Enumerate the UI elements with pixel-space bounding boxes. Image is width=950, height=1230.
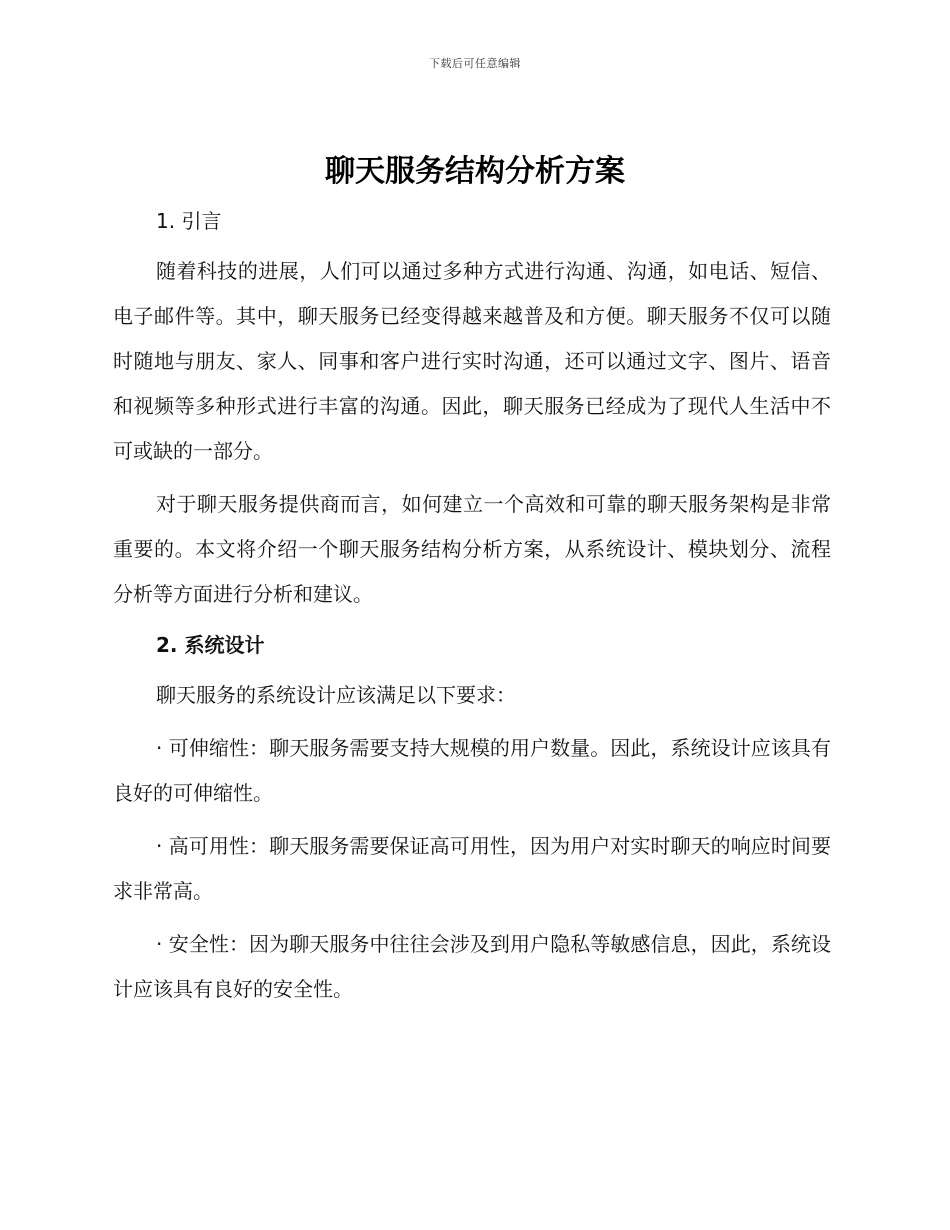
- header-note: 下载后可任意编辑: [429, 57, 521, 70]
- document-body: [113, 201, 831, 1012]
- requirement-high-availability: · 高可用性：聊天服务需要保证高可用性，因为用户对实时聊天的响应时间要求非常高。: [113, 834, 831, 903]
- requirement-scalability: · 可伸缩性：聊天服务需要支持大规模的用户数量。因此，系统设计应该具有良好的可伸缩性。: [113, 736, 831, 805]
- section-heading-introduction: 1. 引言: [156, 209, 222, 233]
- section-heading-system-design: 2. 系统设计: [156, 633, 265, 657]
- document-title: 聊天服务结构分析方案: [325, 154, 625, 189]
- introduction-paragraph-1: 随着科技的进展，人们可以通过多种方式进行沟通、沟通，如电话、短信、电子邮件等。其中，聊天服务已经变得越来越普及和方便。聊天服务不仅可以随时随地与朋友、家人、同事和客户进行实时沟通，还可以通过文字、图片、语音和视频等多种形式进行丰富的沟通。因此，聊天服务已经成为了现代人生活中不可或缺的一部分。: [113, 259, 831, 463]
- introduction-paragraph-2: 对于聊天服务提供商而言，如何建立一个高效和可靠的聊天服务架构是非常重要的。本文将介绍一个聊天服务结构分析方案，从系统设计、模块划分、流程分析等方面进行分析和建议。: [113, 492, 831, 606]
- requirement-security: · 安全性：因为聊天服务中往往会涉及到用户隐私等敏感信息，因此，系统设计应该具有良好的安全性。: [113, 932, 831, 1001]
- system-design-intro: 聊天服务的系统设计应该满足以下要求：: [156, 683, 516, 707]
